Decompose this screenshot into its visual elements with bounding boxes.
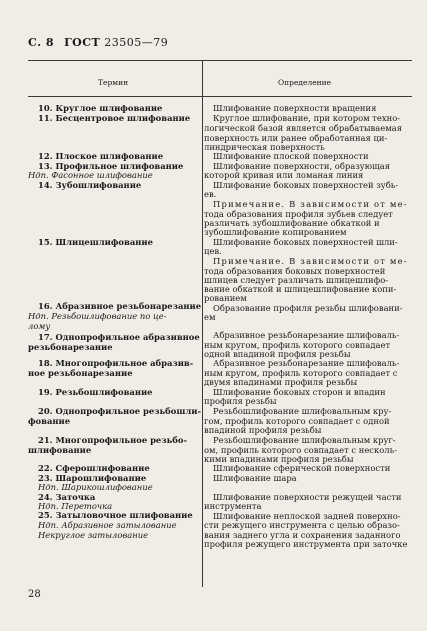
term-12: 12. Плоское шлифование bbox=[38, 151, 164, 161]
def-22: Шлифование сферической поверхности bbox=[213, 463, 391, 473]
term-16: 16. Абразивное резьбонарезание bbox=[38, 301, 202, 311]
def-13-line2: которой кривая или ломаная линия bbox=[204, 170, 364, 180]
def-21-line3: кими впадинами профиля резьбы bbox=[204, 454, 354, 464]
def-17-line1: Абразивное резьбонарезание шлифоваль- bbox=[213, 330, 400, 340]
def-18-line3: двумя впадинами профиля резьбы bbox=[204, 377, 358, 387]
def-11-line1: Круглое шлифование, при котором техно- bbox=[213, 113, 401, 123]
term-21: 21. Многопрофильное резьбо- bbox=[38, 435, 187, 445]
def-20-line2: гом, профиль которого совпадает с одной bbox=[204, 416, 390, 426]
term-25-ndp-2: Некруглое затылование bbox=[38, 530, 149, 540]
def-20-line1: Резьбошлифование шлифовальным кру- bbox=[213, 406, 392, 416]
terms-column-header: Термин bbox=[98, 78, 129, 87]
def-14-line1: Шлифование боковых поверхностей зубь- bbox=[213, 180, 399, 190]
term-24: 24. Заточка bbox=[38, 492, 96, 502]
def-15-note-2: тода образования боковых поверхностей bbox=[204, 266, 386, 276]
standard-name: ГОСТ bbox=[64, 36, 101, 49]
def-11-line4: линдрическая поверхность bbox=[204, 142, 325, 152]
def-13-line1: Шлифование поверхности, образующая bbox=[213, 161, 391, 171]
def-19-line1: Шлифование боковых сторон и впадин bbox=[213, 387, 386, 397]
table-header-rule bbox=[28, 96, 412, 97]
term-21-cont: шлифование bbox=[28, 445, 92, 455]
table-top-rule bbox=[28, 60, 412, 61]
column-divider bbox=[202, 60, 203, 587]
term-15: 15. Шлицешлифование bbox=[38, 237, 153, 247]
def-17-line2: ным кругом, профиль которого совпадает bbox=[204, 340, 391, 350]
def-15-line1: Шлифование боковых поверхностей шли- bbox=[213, 237, 398, 247]
def-14-line2: ев. bbox=[204, 189, 217, 199]
term-24-ndp: Ндп. Переточка bbox=[38, 501, 113, 511]
def-25-line4: профиля режущего инструмента при заточке bbox=[204, 539, 408, 549]
def-14-note-1: Примечание. В зависимости от ме- bbox=[213, 199, 408, 209]
term-20: 20. Однопрофильное резьбошли- bbox=[38, 406, 201, 416]
def-21-line1: Резьбошлифование шлифовальным круг- bbox=[213, 435, 396, 445]
def-20-line3: впадиной профиля резьбы bbox=[204, 425, 322, 435]
term-18: 18. Многопрофильное абразив- bbox=[38, 358, 194, 368]
page-label: С. 8 bbox=[28, 36, 55, 49]
def-24-line2: инструмента bbox=[204, 501, 262, 511]
def-11-line3: поверхность или ранее обработанная ци- bbox=[204, 133, 388, 143]
def-12: Шлифование плоской поверхности bbox=[213, 151, 369, 161]
def-18-line2: ным кругом, профиль которого совпадает с bbox=[204, 368, 398, 378]
def-23: Шлифование шара bbox=[213, 473, 297, 483]
def-21-line2: ом, профиль которого совпадает с несколь- bbox=[204, 445, 397, 455]
def-15-note-4: вание обкаткой и шлицешлифование копи- bbox=[204, 284, 397, 294]
def-14-note-3: различать зубошлифование обкаткой и bbox=[204, 218, 380, 228]
term-16-ndp: Ндп. Резьбошлифование по це- bbox=[28, 311, 167, 321]
page-header bbox=[28, 36, 168, 49]
def-14-note-2: тода образования профиля зубьев следует bbox=[204, 209, 393, 219]
def-19-line2: профиля резьбы bbox=[204, 396, 277, 406]
page-number: 28 bbox=[28, 589, 41, 600]
term-13: 13. Профильное шлифование bbox=[38, 161, 184, 171]
def-25-line3: вания заднего угла и сохранения заданного bbox=[204, 530, 401, 540]
term-13-ndp: Ндп. Фасонное шлифование bbox=[28, 170, 153, 180]
term-16-ndp-cont: лому bbox=[28, 321, 51, 331]
definitions-column-header: Определение bbox=[278, 78, 332, 87]
def-15-note-5: рованием bbox=[204, 293, 247, 303]
def-10: Шлифование поверхности вращения bbox=[213, 103, 377, 113]
term-20-cont: фование bbox=[28, 416, 71, 426]
def-11-line2: логической базой является обрабатываемая bbox=[204, 123, 402, 133]
standard-number: 23505—79 bbox=[104, 36, 169, 49]
term-23: 23. Шарошлифование bbox=[38, 473, 147, 483]
term-18-cont: ное резьбонарезание bbox=[28, 368, 133, 378]
def-15-note-3: шлицев следует различать шлицешлифо- bbox=[204, 275, 389, 285]
def-25-line1: Шлифование неплоской задней поверхно- bbox=[213, 511, 401, 521]
term-11: 11. Бесцентровое шлифование bbox=[38, 113, 191, 123]
term-10: 10. Круглое шлифование bbox=[38, 103, 163, 113]
term-19: 19. Резьбошлифование bbox=[38, 387, 153, 397]
def-15-line2: цев. bbox=[204, 246, 222, 256]
term-25-ndp: Ндп. Абразивное затылование bbox=[38, 520, 177, 530]
term-14: 14. Зубошлифование bbox=[38, 180, 142, 190]
def-16-line1: Образование профиля резьбы шлифовани- bbox=[213, 303, 403, 313]
term-25: 25. Затыловочное шлифование bbox=[38, 510, 193, 520]
term-22: 22. Сферошлифование bbox=[38, 463, 150, 473]
def-14-note-4: зубошлифование копированием bbox=[204, 227, 347, 237]
def-15-note-1: Примечание. В зависимости от ме- bbox=[213, 256, 408, 266]
term-17: 17. Однопрофильное абразивное bbox=[38, 332, 200, 342]
def-24-line1: Шлифование поверхности режущей части bbox=[213, 492, 402, 502]
def-17-line3: одной впадиной профиля резьбы bbox=[204, 349, 351, 359]
def-16-line2: ем bbox=[204, 312, 216, 322]
term-23-ndp: Ндп. Шарикошлифование bbox=[38, 482, 153, 492]
term-17-cont: резьбонарезание bbox=[28, 342, 113, 352]
def-18-line1: Абразивное резьбонарезание шлифоваль- bbox=[213, 358, 400, 368]
def-25-line2: сти режущего инструмента с целью образо- bbox=[204, 520, 400, 530]
